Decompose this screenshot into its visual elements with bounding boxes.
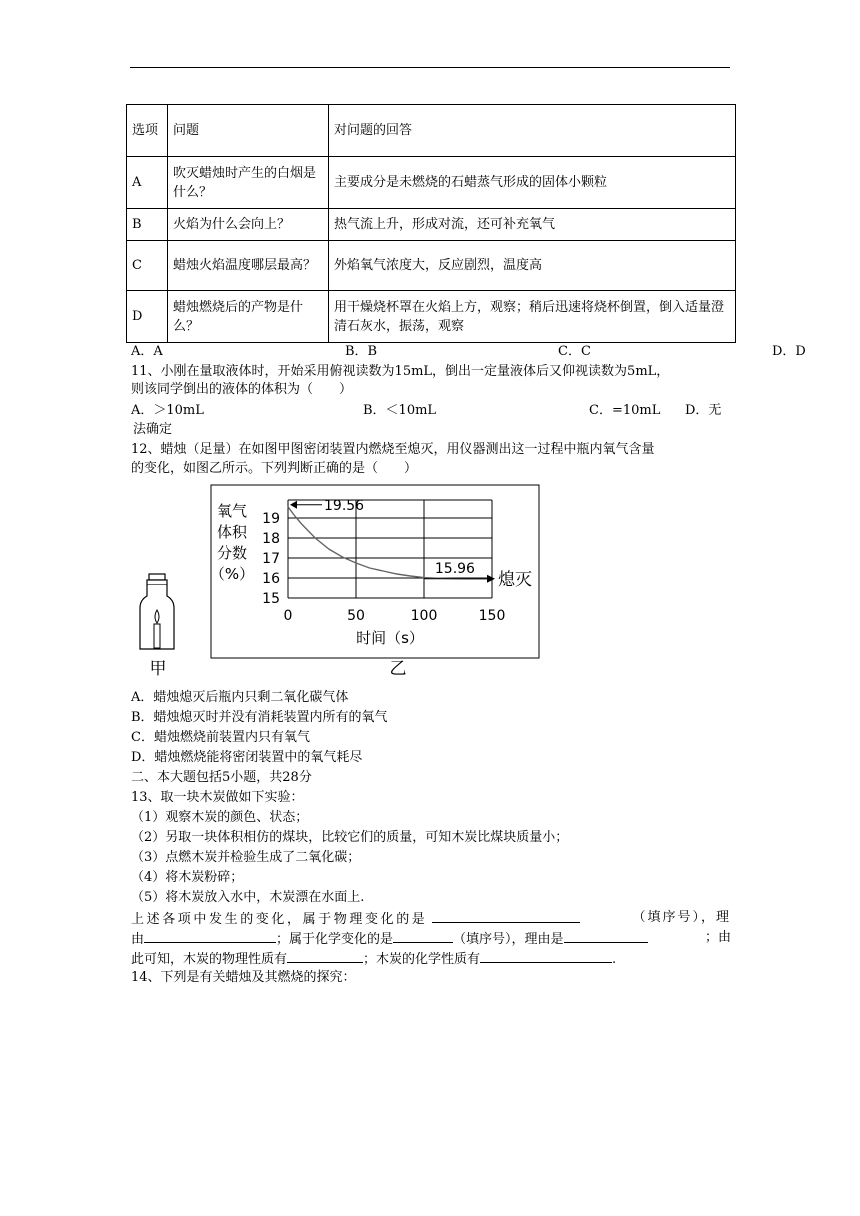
answer-blank-physical-property[interactable] <box>287 949 363 963</box>
q12-line2: 的变化，如图乙所示。下列判断正确的是（ ） <box>131 461 418 476</box>
table-row <box>127 209 736 241</box>
x-tick-label: 100 <box>410 608 438 624</box>
annotation-start-value: 19.56 <box>324 497 365 514</box>
row-question: 蜡烛火焰温度哪层最高？ <box>168 241 329 291</box>
header-option: 选项 <box>127 105 168 157</box>
q13-sentence-1 <box>131 909 731 929</box>
q11-option-b: B．＜10mL <box>363 403 437 418</box>
table-row <box>127 291 736 343</box>
q10-option-d: D．D <box>772 344 806 359</box>
x-tick-label: 0 <box>283 608 293 624</box>
row-answer: 用干燥烧杯罩在火焰上方，观察；稍后迅速将烧杯倒置，倒入适量澄清石灰水，振荡，观察 <box>329 291 736 343</box>
row-option: C <box>127 241 168 291</box>
header-answer: 对问题的回答 <box>329 105 736 157</box>
q13-item-3: （3）点燃木炭并检验生成了二氧化碳； <box>131 850 361 865</box>
q11-line1: 11、小刚在量取液体时，开始采用俯视读数为15mL，倒出一定量液体后又仰视读数为5mL， <box>131 364 670 379</box>
annotation-extinguish: 熄灭 <box>498 569 532 590</box>
q12-line1: 12、蜡烛（足量）在如图甲图密闭装置内燃烧至熄灭，用仪器测出这一过程中瓶内氧气含量 <box>131 442 655 457</box>
qa-table <box>126 104 736 343</box>
answer-blank-chemical[interactable] <box>393 929 453 943</box>
experiment-figure <box>136 484 542 682</box>
q11-option-d: D．无 <box>685 403 722 418</box>
y-tick-label: 16 <box>262 571 280 587</box>
y-axis-label-line: 分数 <box>216 544 248 562</box>
figure-svg <box>136 484 542 682</box>
q13-text-s9: . <box>612 952 617 967</box>
header-question: 问题 <box>168 105 329 157</box>
answer-blank-chemical-property[interactable] <box>480 949 612 963</box>
q11-option-c: C．=10mL <box>589 403 661 418</box>
q13-text-s6: ；由 <box>704 930 731 945</box>
y-tick-label: 18 <box>262 531 280 547</box>
q10-option-b: B．B <box>345 344 378 359</box>
q11-line2: 则该同学倒出的液体的体积为（ ） <box>131 382 353 397</box>
q11-option-a: A．＞10mL <box>131 403 204 418</box>
bottle-apparatus <box>140 574 174 649</box>
q13-text-s3: 由 <box>131 932 145 947</box>
q14-heading: 14、下列是有关蜡烛及其燃烧的探究： <box>131 970 356 985</box>
header-rule <box>130 67 730 68</box>
q13-text-s4: ；属于化学变化的是 <box>276 932 394 947</box>
q13-text-s7: 此可知，木炭的物理性质有 <box>131 952 288 967</box>
q13-item-5: （5）将木炭放入水中，木炭漂在水面上. <box>131 890 365 905</box>
row-question: 蜡烛燃烧后的产物是什么？ <box>168 291 329 343</box>
y-axis-label-line: 氧气 <box>216 502 248 520</box>
x-axis-label: 时间（s） <box>356 629 424 647</box>
y-tick-label: 15 <box>262 591 280 607</box>
q13-item-1: （1）观察木炭的颜色、状态； <box>131 810 309 825</box>
q13-text-s8: ；木炭的化学性质有 <box>363 952 481 967</box>
row-answer: 外焰氧气浓度大，反应剧烈，温度高 <box>329 241 736 291</box>
answer-blank-reason-2[interactable] <box>564 929 648 943</box>
q13-sentence-3 <box>131 949 616 969</box>
q11-line4: 法确定 <box>133 422 173 437</box>
label-jia: 甲 <box>149 659 167 679</box>
q12-option-a: A．蜡烛熄灭后瓶内只剩二氧化碳气体 <box>131 690 349 705</box>
annotation-end-value: 15.96 <box>434 560 475 577</box>
q12-option-d: D．蜡烛燃烧能将密闭装置中的氧气耗尽 <box>131 750 363 765</box>
row-question: 吹灭蜡烛时产生的白烟是什么？ <box>168 157 329 209</box>
answer-blank-reason-1[interactable] <box>144 929 276 943</box>
q12-option-c: C．蜡烛燃烧前装置内只有氧气 <box>131 730 310 745</box>
q10-option-a: A．A <box>131 344 163 359</box>
answer-blank-physical[interactable] <box>432 909 580 923</box>
y-axis-label-line: （%） <box>209 565 255 583</box>
y-axis-label-line: 体积 <box>216 523 248 541</box>
q13-text-s1: 上述各项中发生的变化，属于物理变化的是 <box>131 912 428 927</box>
q10-option-c: C．C <box>558 344 591 359</box>
q13-sentence-2 <box>131 929 731 949</box>
row-option: D <box>127 291 168 343</box>
row-answer: 热气流上升，形成对流，还可补充氧气 <box>329 209 736 241</box>
row-answer: 主要成分是未燃烧的石蜡蒸气形成的固体小颗粒 <box>329 157 736 209</box>
row-option: B <box>127 209 168 241</box>
x-tick-label: 150 <box>478 608 506 624</box>
label-yi: 乙 <box>389 659 407 679</box>
row-option: A <box>127 157 168 209</box>
table-row <box>127 241 736 291</box>
q13-intro: 13、取一块木炭做如下实验： <box>131 790 304 805</box>
q13-item-2: （2）另取一块体积相仿的煤块，比较它们的质量，可知木炭比煤块质量小； <box>131 830 569 845</box>
row-question: 火焰为什么会向上？ <box>168 209 329 241</box>
q13-text-s5: （填序号），理由是 <box>453 932 564 947</box>
y-tick-label: 19 <box>262 511 280 527</box>
q13-item-4: （4）将木炭粉碎； <box>131 870 244 885</box>
y-tick-label: 17 <box>262 551 280 567</box>
section-2-heading: 二、本大题包括5小题，共28分 <box>131 770 312 785</box>
table-row <box>127 157 736 209</box>
table-header-row <box>127 105 736 157</box>
q13-text-s2: （填序号），理 <box>632 910 731 925</box>
q12-option-b: B．蜡烛熄灭时并没有消耗装置内所有的氧气 <box>131 710 388 725</box>
x-tick-label: 50 <box>347 608 365 624</box>
